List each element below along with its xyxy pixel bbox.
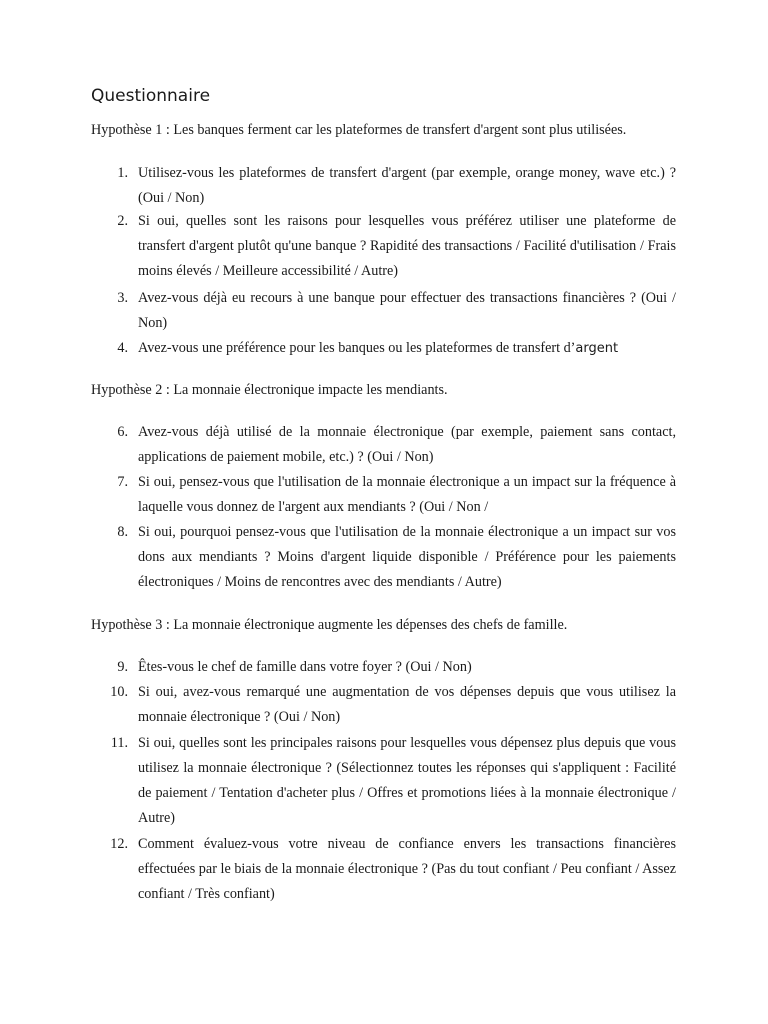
hypothesis-2: Hypothèse 2 : La monnaie électronique impacte les mendiants.	[91, 382, 448, 398]
hypothesis-3: Hypothèse 3 : La monnaie électronique augmente les dépenses des chefs de famille.	[91, 617, 568, 633]
question-text: Avez-vous déjà eu recours à une banque pour effectuer des transactions financières ? (Oui / Non)	[138, 290, 676, 331]
question-text: Si oui, pourquoi pensez-vous que l'utilisation de la monnaie électronique a un impact sur vos dons aux mendiants ? Moins d'argent liquide disponible / Préférence pour les paiements électroniques / Moins de rencontres avec des mendiants / Autre)	[138, 524, 676, 590]
question-number: 6.	[117, 424, 128, 440]
question-number: 1.	[117, 165, 128, 181]
question-text-wrapper	[138, 336, 676, 361]
hypothesis-1: Hypothèse 1 : Les banques ferment car les plateformes de transfert d'argent sont plus utilisées.	[91, 122, 627, 138]
question-text: Utilisez-vous les plateformes de transfert d'argent (par exemple, orange money, wave etc.) ? (Oui / Non)	[138, 165, 676, 206]
question-number: 9.	[117, 659, 128, 675]
question-text: Si oui, quelles sont les raisons pour lesquelles vous préférez utiliser une plateforme de transfert d'argent plutôt qu'une banque ? Rapidité des transactions / Facilité d'utilisation / Frais moins élevés / Meilleure accessibilité / Autre)	[138, 213, 676, 279]
page-title: Questionnaire	[91, 86, 211, 106]
question-text: Si oui, quelles sont les principales raisons pour lesquelles vous dépensez plus depuis que vous utilisez la monnaie électronique ? (Sélectionnez toutes les réponses qui s'appliquent : Facilité de paiement / Tentation d'acheter plus / Offres et promotions liées à la monnaie électronique / Autre)	[138, 735, 676, 826]
question-number: 12.	[110, 836, 128, 852]
question-text: Si oui, pensez-vous que l'utilisation de la monnaie électronique a un impact sur la fréquence à laquelle vous donnez de l'argent aux mendiants ? (Oui / Non /	[138, 474, 676, 515]
question-text: Comment évaluez-vous votre niveau de confiance envers les transactions financières effectuées par le biais de la monnaie électronique ? (Pas du tout confiant / Peu confiant / Assez confiant / Très confiant)	[138, 836, 676, 902]
question-text: Êtes-vous le chef de famille dans votre foyer ? (Oui / Non)	[138, 659, 472, 675]
question-number: 2.	[117, 213, 128, 229]
question-text: Si oui, avez-vous remarqué une augmentation de vos dépenses depuis que vous utilisez la monnaie électronique ? (Oui / Non)	[138, 684, 676, 725]
question-number: 7.	[117, 474, 128, 490]
question-number: 11.	[110, 735, 128, 751]
question-number: 4.	[117, 340, 128, 356]
question-text: Avez-vous une préférence pour les banques ou les plateformes de transfert d’	[138, 340, 576, 356]
question-text: Avez-vous déjà utilisé de la monnaie électronique (par exemple, paiement sans contact, applications de paiement mobile, etc.) ? (Oui / Non)	[138, 424, 676, 465]
question-text-tail: argent	[575, 341, 619, 356]
question-number: 10.	[110, 684, 128, 700]
question-number: 3.	[117, 290, 128, 306]
question-number: 8.	[117, 524, 128, 540]
